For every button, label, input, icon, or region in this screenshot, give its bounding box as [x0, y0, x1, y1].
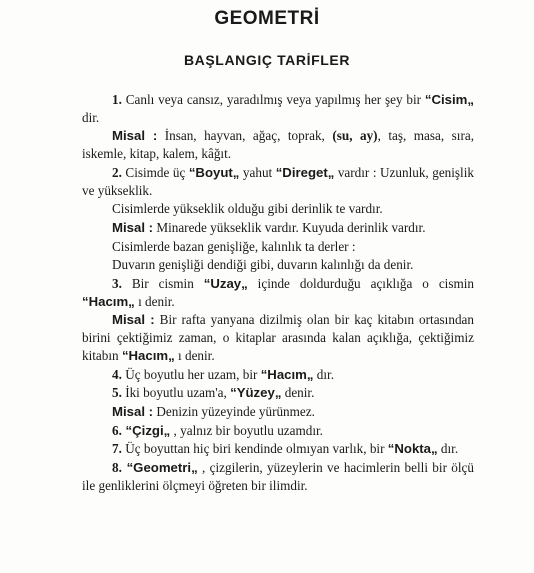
paragraph-text: dır. [437, 441, 459, 457]
example-label: Misal : [112, 219, 154, 235]
defined-term: “Geometri„ [121, 460, 198, 476]
paragraph-text: Denizin yüzeyinde yürünmez. [153, 403, 315, 419]
defined-term: “Direget„ [275, 164, 335, 180]
paragraph-text: dir. [82, 109, 100, 125]
paragraph-text: İnsan, hayvan, ağaç, toprak, [157, 128, 333, 144]
example-label: Misal : [112, 128, 158, 144]
defined-term: “Uzay„ [203, 276, 248, 292]
paragraph-6 [82, 422, 474, 440]
defined-term: “Nokta„ [387, 441, 438, 457]
defined-term: “Çizgi„ [121, 422, 171, 438]
defined-term: “Yüzey„ [230, 385, 282, 401]
paragraph-text: Cisimde üç [121, 164, 189, 180]
paragraph-text: İki boyutlu uzam'a, [121, 385, 231, 401]
item-number: 1. [112, 92, 122, 107]
paragraph-text: , taş, masa, sıra, iskemle, kitap, kalem, kâğıt. [82, 128, 474, 162]
paragraph-2 [82, 164, 474, 199]
defined-term: “Cisim„ [424, 92, 474, 107]
section-subtitle: BAŞLANGIÇ TARİFLER [183, 52, 351, 68]
paragraph-text: Bir rafta yanyana dizilmiş olan bir kaç kitabın ortasından birini çektiğimiz zaman, o kitaplar arasında kalan açıklığa, çektiğimiz kitabın [82, 312, 474, 363]
paragraph-2-wall: Duvarın genişliği dendiği gibi, duvarın kalınlığı da denir. [112, 257, 414, 273]
defined-term: “Hacım„ [121, 347, 175, 363]
item-number: 6. [112, 422, 122, 438]
paragraph-text: , yalnız bir boyutlu uzamdır. [170, 422, 323, 438]
paragraph-text: yahut [239, 164, 276, 180]
paragraph-5 [82, 384, 474, 402]
paragraph-text: ı denir. [134, 293, 175, 309]
defined-term: “Hacım„ [260, 366, 314, 382]
paragraph-4 [82, 366, 474, 384]
paragraph-text: dır. [313, 366, 334, 382]
paragraph-text: Bir cismin [121, 276, 204, 292]
defined-term: “Boyut„ [188, 164, 240, 180]
defined-term: “Hacım„ [82, 293, 135, 309]
item-number: 7. [112, 441, 122, 457]
paragraph-text: , çizgilerin, yüzeylerin ve hacimlerin belli bir ölçü ile genliklerini ölçmeyi öğreten bir ilimdir. [82, 460, 474, 493]
item-number: 3. [112, 276, 122, 292]
page-body [82, 91, 474, 494]
paragraph-8 [82, 459, 474, 494]
paragraph-1 [82, 91, 474, 126]
paragraph-text: Üç boyuttan hiç biri kendinde olmıyan varlık, bir [121, 441, 388, 457]
paragraph-text: Üç boyutlu her uzam, bir [121, 366, 261, 382]
example-3 [82, 311, 474, 364]
paragraph-3 [82, 275, 474, 310]
item-number: 8. [112, 460, 122, 476]
paragraph-text: vardır : Uzunluk, genişlik ve yükseklik. [82, 164, 474, 198]
paragraph-7 [82, 440, 474, 458]
paragraph-text: denir. [281, 385, 315, 401]
paragraph-text: Canlı veya cansız, yaradılmış veya yapılmış her şey bir [121, 92, 425, 107]
example-label: Misal : [112, 312, 155, 328]
page-title: GEOMETRİ [214, 8, 320, 29]
emphasis-text: (su, ay) [332, 128, 378, 144]
paragraph-2-depth: Cisimlerde yükseklik olduğu gibi derinlik te vardır. [112, 201, 383, 217]
example-5 [82, 403, 474, 421]
paragraph-2-thickness: Cisimlerde bazan genişliğe, kalınlık ta derler : [112, 238, 356, 254]
example-1 [82, 127, 474, 162]
item-number: 5. [112, 385, 122, 401]
paragraph-text: Minarede yükseklik vardır. Kuyuda derinlik vardır. [153, 219, 426, 235]
paragraph-text: içinde doldurduğu açıklığa o cismin [247, 276, 474, 292]
example-label: Misal : [112, 403, 154, 419]
item-number: 4. [112, 366, 122, 382]
item-number: 2. [112, 164, 122, 180]
example-2 [82, 219, 474, 237]
paragraph-text: ı denir. [174, 347, 215, 363]
